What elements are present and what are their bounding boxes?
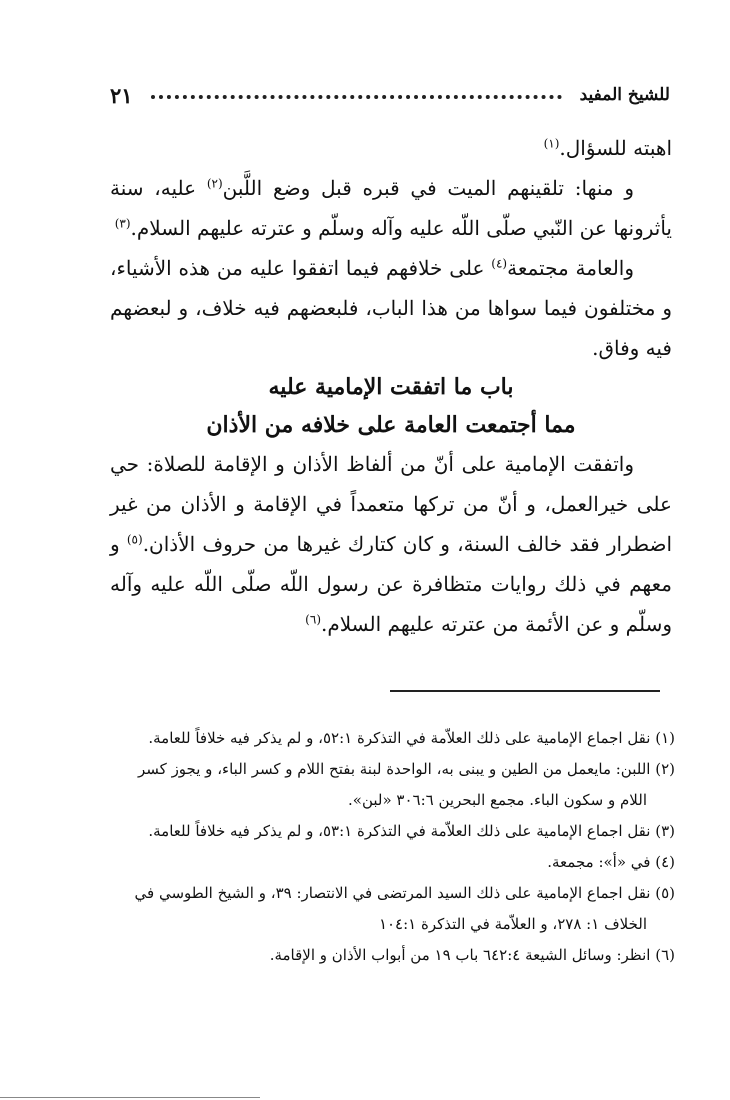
scan-bottom-edge [0,1097,260,1098]
section-heading-line-1: باب ما اتفقت الإمامية عليه [268,374,514,400]
footnote-5-continuation: الخلاف ١: ٢٧٨، و العلاّمة في التذكرة ١٠٤:١ [378,915,647,933]
footnote-separator [390,690,660,692]
footnote-4: (٤) في «أ»: مجمعة. [547,853,675,871]
paragraph-3-text-b: على خلافهم فيما اتفقوا عليه من هذه الأشياء، و مختلفون فيما سواها من هذا الباب، فلبعضهم فيه خلاف، و لبعضهم فيه وفاق. [110,256,672,360]
footnote-ref-6: (٦) [305,612,321,627]
paragraph-2-text-a: و منها: تلقينهم الميت في قبره قبل وضع اللَّبن [222,176,635,200]
footnote-2: (٢) اللبن: مايعمل من الطين و يبنى به، الواحدة لبنة بفتح اللام و كسر الباء، و يجوز كسر [138,760,675,778]
main-text [110,128,672,644]
footnote-3: (٣) نقل اجماع الإمامية على ذلك العلاّمة في التذكرة ٥٣:١، و لم يذكر فيه خلافاً للعامة. [148,822,675,840]
paragraph-2 [110,168,672,248]
paragraph-1-text: اهبته للسؤال. [559,136,672,160]
page-number: ٢١ [110,82,133,108]
footnote-1: (١) نقل اجماع الإمامية على ذلك العلاّمة في التذكرة ٥٢:١، و لم يذكر فيه خلافاً للعامة. [148,729,675,747]
paragraph-1 [110,128,672,168]
paragraph-2-text-b: عليه، سنة يأثرونها عن النّبي صلّى اللّه عليه وآله وسلّم و عترته عليهم السلام. [110,176,672,240]
dot-leader [151,95,562,99]
paragraph-3 [110,248,672,368]
footnote-2-continuation: اللام و سكون الباء. مجمع البحرين ٣٠٦:٦ «لبن». [348,791,647,809]
paragraph-4 [110,444,672,644]
footnote-ref-4: (٤) [491,256,508,271]
paragraph-4-text-b: و معهم في ذلك روايات متظافرة عن رسول اللّه صلّى اللّه عليه وآله وسلّم و عن الأئمة من عترته عليهم السلام. [110,532,672,636]
paragraph-4-text-a: واتفقت الإمامية على أنّ من ألفاظ الأذان و الإقامة للصلاة: حي على خيرالعمل، و أنّ من تركها متعمداً في الإقامة و الأذان من غير اضطرار فقد خالف السنة، و كان كتارك غيرها من حروف الأذان. [110,452,673,556]
footnotes [95,723,675,971]
footnote-5: (٥) نقل اجماع الإمامية على ذلك السيد المرتضى في الانتصار: ٣٩، و الشيخ الطوسي في [134,884,675,902]
footnote-ref-2: (٢) [206,176,223,191]
page-header [110,80,670,110]
footnote-6: (٦) انظر: وسائل الشيعة ٦٤٢:٤ باب ١٩ من أبواب الأذان و الإقامة. [269,946,675,964]
section-heading-line-2: مما أجتمعت العامة على خلافه من الأذان [206,412,576,438]
footnote-ref-5: (٥) [126,532,143,547]
footnote-ref-3: (٣) [114,216,131,231]
running-head: للشيخ المفيد [579,85,670,105]
paragraph-3-text-a: والعامة مجتمعة [507,256,635,280]
footnote-ref-1: (١) [543,136,560,151]
